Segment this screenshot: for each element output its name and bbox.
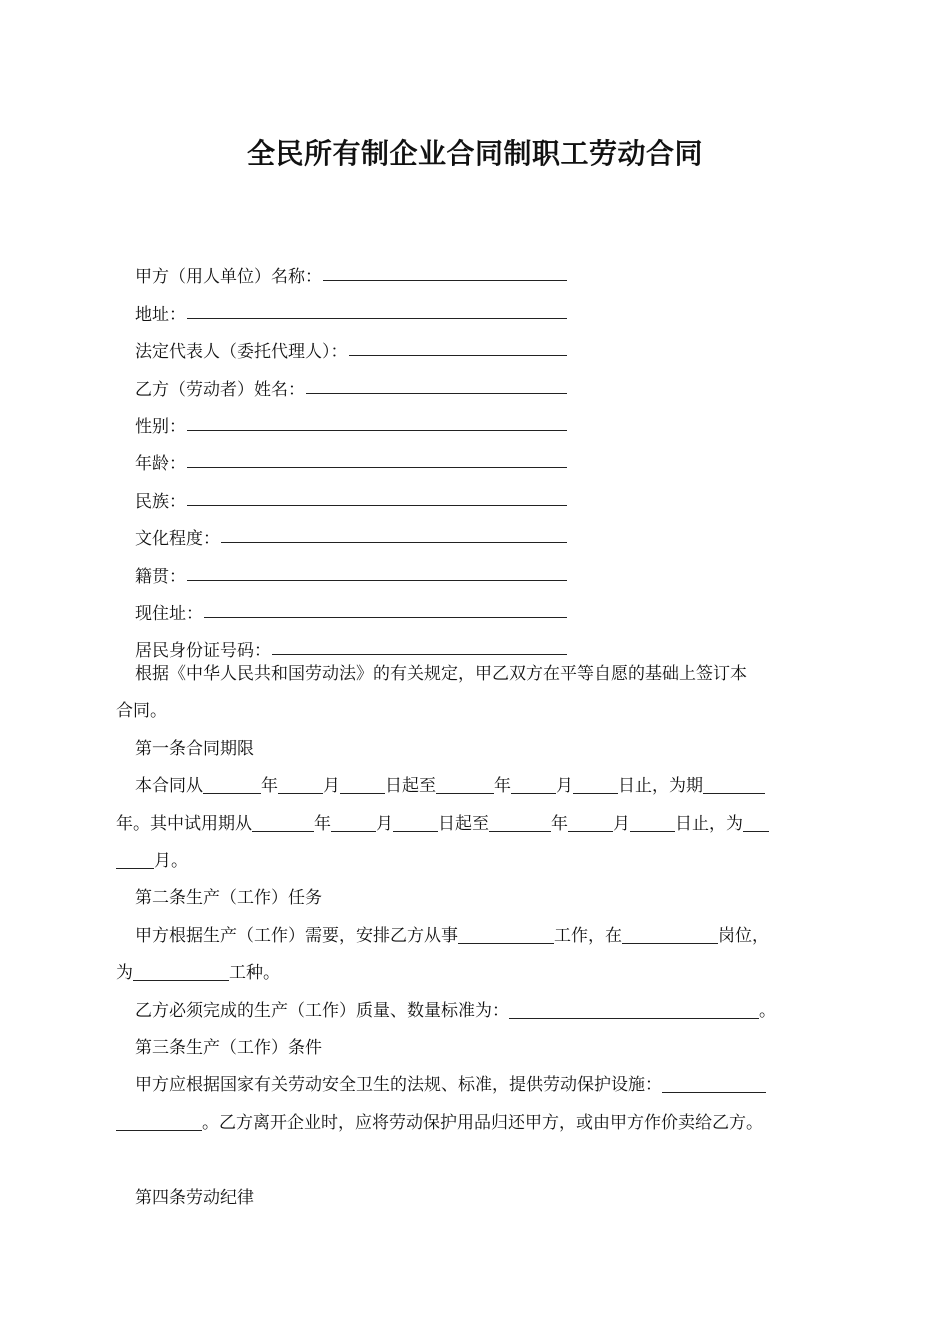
education-label: 文化程度： bbox=[135, 529, 220, 550]
start-month-blank[interactable] bbox=[278, 775, 323, 794]
article3-line1: 甲方应根据国家有关劳动安全卫生的法规、标准，提供劳动保护设施： bbox=[116, 1067, 836, 1104]
probation-months-blank-a[interactable] bbox=[743, 813, 769, 832]
article1-line3: 月。 bbox=[116, 843, 836, 880]
article2-heading: 第二条生产（工作）任务 bbox=[135, 888, 322, 909]
id-number-blank[interactable] bbox=[272, 632, 567, 655]
party-info-form bbox=[135, 250, 567, 661]
gender-field bbox=[135, 400, 567, 437]
post-blank[interactable] bbox=[622, 925, 718, 944]
probation-start-day-blank[interactable] bbox=[393, 813, 438, 832]
age-label: 年龄： bbox=[135, 454, 186, 475]
probation-end-month-blank[interactable] bbox=[568, 813, 613, 832]
article1-heading: 第一条合同期限 bbox=[135, 738, 254, 759]
native-place-label: 籍贯： bbox=[135, 566, 186, 587]
work-type-blank[interactable] bbox=[133, 962, 229, 981]
native-place-blank[interactable] bbox=[187, 558, 567, 581]
end-year-blank[interactable] bbox=[436, 775, 494, 794]
employer-name-field bbox=[135, 250, 567, 287]
start-day-blank[interactable] bbox=[340, 775, 385, 794]
protection-facilities-blank-b[interactable] bbox=[116, 1112, 202, 1131]
id-number-label: 居民身份证号码： bbox=[135, 641, 271, 662]
probation-end-day-blank[interactable] bbox=[630, 813, 675, 832]
legal-rep-label: 法定代表人（委托代理人）： bbox=[135, 342, 348, 363]
employer-name-label: 甲方（用人单位）名称： bbox=[135, 267, 322, 288]
gender-label: 性别： bbox=[135, 416, 186, 437]
term-years-blank[interactable] bbox=[703, 775, 765, 794]
current-address-field bbox=[135, 587, 567, 624]
age-blank[interactable] bbox=[187, 445, 567, 468]
probation-months-blank-b[interactable] bbox=[116, 850, 154, 869]
quality-standard-blank[interactable] bbox=[509, 1000, 759, 1019]
education-field bbox=[135, 512, 567, 549]
address-blank[interactable] bbox=[187, 296, 567, 319]
probation-start-month-blank[interactable] bbox=[331, 813, 376, 832]
address-field bbox=[135, 287, 567, 324]
current-address-label: 现住址： bbox=[135, 603, 203, 624]
contract-body bbox=[116, 656, 836, 1217]
end-day-blank[interactable] bbox=[573, 775, 618, 794]
ethnicity-field bbox=[135, 474, 567, 511]
native-place-field bbox=[135, 549, 567, 586]
spacer bbox=[116, 1142, 836, 1179]
current-address-blank[interactable] bbox=[204, 595, 567, 618]
job-duty-blank[interactable] bbox=[458, 925, 554, 944]
employee-name-blank[interactable] bbox=[306, 371, 567, 394]
education-blank[interactable] bbox=[221, 520, 567, 543]
ethnicity-label: 民族： bbox=[135, 491, 186, 512]
article2-line2: 为 工种。 bbox=[116, 963, 280, 984]
article3-heading: 第三条生产（工作）条件 bbox=[135, 1038, 322, 1059]
end-month-blank[interactable] bbox=[511, 775, 556, 794]
article3-line2: 。乙方离开企业时，应将劳动保护用品归还甲方，或由甲方作价卖给乙方。 bbox=[116, 1105, 836, 1142]
intro-paragraph-line2: 合同。 bbox=[116, 701, 167, 722]
gender-blank[interactable] bbox=[187, 408, 567, 431]
article1-line2: 年。其中试用期从 年 月 日起至 年 月 日止，为 bbox=[116, 806, 836, 843]
employee-name-label: 乙方（劳动者）姓名： bbox=[135, 379, 305, 400]
article2-line1: 甲方根据生产（工作）需要，安排乙方从事 工作，在 岗位， bbox=[135, 925, 769, 946]
legal-rep-field bbox=[135, 325, 567, 362]
document-title: 全民所有制企业合同制职工劳动合同 bbox=[246, 137, 703, 170]
employee-name-field bbox=[135, 362, 567, 399]
address-label: 地址： bbox=[135, 304, 186, 325]
probation-start-year-blank[interactable] bbox=[252, 813, 314, 832]
legal-rep-blank[interactable] bbox=[349, 333, 568, 356]
article4-heading: 第四条劳动纪律 bbox=[135, 1187, 254, 1208]
employer-name-blank[interactable] bbox=[323, 258, 567, 281]
article1-line1: 本合同从 年 月 日起至 年 月 日止，为期 bbox=[116, 768, 836, 805]
ethnicity-blank[interactable] bbox=[187, 483, 567, 506]
protection-facilities-blank-a[interactable] bbox=[662, 1074, 766, 1093]
start-year-blank[interactable] bbox=[203, 775, 261, 794]
article2-line3: 乙方必须完成的生产（工作）质量、数量标准为： 。 bbox=[135, 1000, 776, 1021]
probation-end-year-blank[interactable] bbox=[489, 813, 551, 832]
intro-paragraph-line1: 根据《中华人民共和国劳动法》的有关规定，甲乙双方在平等自愿的基础上签订本 bbox=[135, 664, 747, 684]
age-field bbox=[135, 437, 567, 474]
